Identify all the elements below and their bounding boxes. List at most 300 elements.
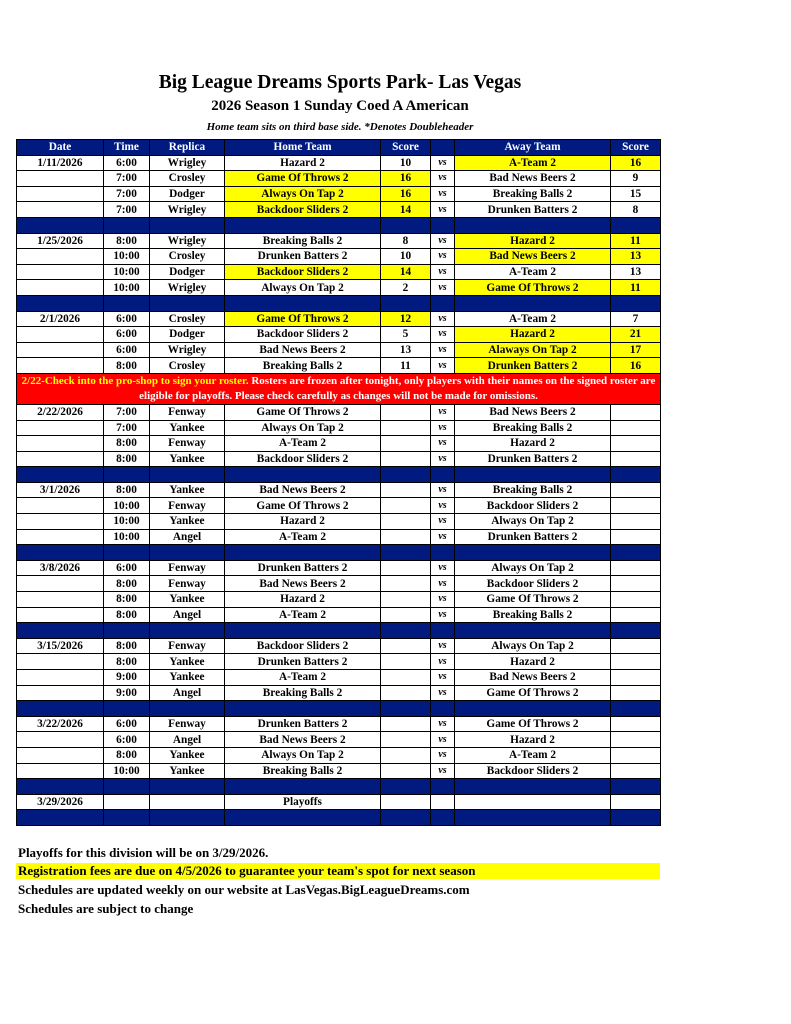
game-time: 6:00 bbox=[104, 311, 150, 327]
game-field: Wrigley bbox=[150, 202, 225, 218]
game-row bbox=[17, 327, 661, 343]
away-score bbox=[611, 716, 661, 732]
home-team: Hazard 2 bbox=[225, 155, 381, 171]
separator-cell bbox=[381, 810, 431, 826]
separator-cell bbox=[431, 623, 455, 639]
game-field: Yankee bbox=[150, 451, 225, 467]
away-team: Always On Tap 2 bbox=[455, 560, 611, 576]
separator-cell bbox=[17, 545, 104, 561]
game-time: 7:00 bbox=[104, 404, 150, 420]
game-time: 6:00 bbox=[104, 716, 150, 732]
away-score: 11 bbox=[611, 280, 661, 296]
vs-label: vs bbox=[431, 171, 455, 187]
away-team: A-Team 2 bbox=[455, 747, 611, 763]
away-team: Hazard 2 bbox=[455, 327, 611, 343]
playoffs-note: Playoffs for this division will be on 3/29/2026. bbox=[18, 845, 269, 860]
home-team: Backdoor Sliders 2 bbox=[225, 638, 381, 654]
home-team: Backdoor Sliders 2 bbox=[225, 327, 381, 343]
game-field: Fenway bbox=[150, 638, 225, 654]
game-time: 10:00 bbox=[104, 249, 150, 265]
away-score: 13 bbox=[611, 249, 661, 265]
separator-cell bbox=[611, 623, 661, 639]
game-date bbox=[17, 327, 104, 343]
game-time: 8:00 bbox=[104, 576, 150, 592]
game-row bbox=[17, 202, 661, 218]
separator-cell bbox=[150, 623, 225, 639]
separator-cell bbox=[104, 545, 150, 561]
game-date: 1/25/2026 bbox=[17, 233, 104, 249]
home-score bbox=[381, 732, 431, 748]
home-team: Always On Tap 2 bbox=[225, 747, 381, 763]
game-field: Yankee bbox=[150, 420, 225, 436]
separator-cell bbox=[381, 623, 431, 639]
col-vs bbox=[431, 140, 455, 156]
game-row bbox=[17, 233, 661, 249]
season-subtitle: 2026 Season 1 Sunday Coed A American bbox=[211, 98, 469, 114]
vs-label: vs bbox=[431, 186, 455, 202]
game-time: 8:00 bbox=[104, 607, 150, 623]
away-score: 11 bbox=[611, 233, 661, 249]
game-time: 6:00 bbox=[104, 732, 150, 748]
week-separator bbox=[17, 295, 661, 311]
vs-label: vs bbox=[431, 249, 455, 265]
away-score bbox=[611, 638, 661, 654]
vs-label: vs bbox=[431, 607, 455, 623]
col-replica: Replica bbox=[150, 140, 225, 156]
away-score bbox=[611, 560, 661, 576]
game-date bbox=[17, 685, 104, 701]
game-row bbox=[17, 732, 661, 748]
home-team: Game Of Throws 2 bbox=[225, 311, 381, 327]
separator-cell bbox=[225, 295, 381, 311]
separator-cell bbox=[381, 779, 431, 795]
week-separator bbox=[17, 701, 661, 717]
away-team: Drunken Batters 2 bbox=[455, 451, 611, 467]
home-score: 8 bbox=[381, 233, 431, 249]
home-score bbox=[381, 670, 431, 686]
away-team: Drunken Batters 2 bbox=[455, 202, 611, 218]
away-team: Alaways On Tap 2 bbox=[455, 342, 611, 358]
away-score bbox=[611, 451, 661, 467]
game-time: 7:00 bbox=[104, 171, 150, 187]
vs-label: vs bbox=[431, 670, 455, 686]
game-row bbox=[17, 186, 661, 202]
vs-label: vs bbox=[431, 685, 455, 701]
away-score: 16 bbox=[611, 358, 661, 374]
home-team: Breaking Balls 2 bbox=[225, 358, 381, 374]
game-time: 7:00 bbox=[104, 202, 150, 218]
game-field: Crosley bbox=[150, 171, 225, 187]
vs-label: vs bbox=[431, 311, 455, 327]
game-date bbox=[17, 436, 104, 452]
vs-label: vs bbox=[431, 420, 455, 436]
home-team: Drunken Batters 2 bbox=[225, 654, 381, 670]
separator-cell bbox=[431, 810, 455, 826]
game-time: 8:00 bbox=[104, 592, 150, 608]
separator-cell bbox=[225, 217, 381, 233]
game-date bbox=[17, 451, 104, 467]
week-separator bbox=[17, 810, 661, 826]
vs-label: vs bbox=[431, 592, 455, 608]
game-date bbox=[17, 420, 104, 436]
home-score bbox=[381, 638, 431, 654]
home-score: 10 bbox=[381, 249, 431, 265]
home-score: 12 bbox=[381, 311, 431, 327]
schedule-body bbox=[17, 155, 661, 825]
game-row bbox=[17, 576, 661, 592]
game-row bbox=[17, 404, 661, 420]
game-date bbox=[17, 732, 104, 748]
away-team: Backdoor Sliders 2 bbox=[455, 763, 611, 779]
away-score bbox=[611, 685, 661, 701]
vs-label: vs bbox=[431, 264, 455, 280]
away-score bbox=[611, 482, 661, 498]
separator-cell bbox=[381, 217, 431, 233]
home-team: Hazard 2 bbox=[225, 514, 381, 530]
home-score: 5 bbox=[381, 327, 431, 343]
home-score bbox=[381, 514, 431, 530]
vs-label: vs bbox=[431, 451, 455, 467]
empty-cell bbox=[431, 794, 455, 810]
game-time: 6:00 bbox=[104, 155, 150, 171]
home-team: Game Of Throws 2 bbox=[225, 404, 381, 420]
schedule-change-note: Schedules are subject to change bbox=[18, 901, 194, 916]
home-team: Bad News Beers 2 bbox=[225, 482, 381, 498]
vs-label: vs bbox=[431, 342, 455, 358]
game-row bbox=[17, 592, 661, 608]
home-team: Drunken Batters 2 bbox=[225, 716, 381, 732]
separator-cell bbox=[611, 779, 661, 795]
home-score bbox=[381, 451, 431, 467]
separator-cell bbox=[381, 701, 431, 717]
separator-cell bbox=[104, 467, 150, 483]
col-date: Date bbox=[17, 140, 104, 156]
col-away-team: Away Team bbox=[455, 140, 611, 156]
vs-label: vs bbox=[431, 514, 455, 530]
game-time: 8:00 bbox=[104, 436, 150, 452]
week-separator bbox=[17, 779, 661, 795]
vs-label: vs bbox=[431, 233, 455, 249]
home-score bbox=[381, 685, 431, 701]
home-team: Backdoor Sliders 2 bbox=[225, 202, 381, 218]
separator-cell bbox=[611, 810, 661, 826]
away-team: Game Of Throws 2 bbox=[455, 716, 611, 732]
away-score bbox=[611, 420, 661, 436]
separator-cell bbox=[431, 779, 455, 795]
game-time: 8:00 bbox=[104, 638, 150, 654]
game-date: 2/1/2026 bbox=[17, 311, 104, 327]
home-team: Bad News Beers 2 bbox=[225, 342, 381, 358]
home-team: Drunken Batters 2 bbox=[225, 249, 381, 265]
game-field: Angel bbox=[150, 732, 225, 748]
game-time: 6:00 bbox=[104, 327, 150, 343]
home-score: 16 bbox=[381, 171, 431, 187]
away-team: Hazard 2 bbox=[455, 436, 611, 452]
game-time: 8:00 bbox=[104, 654, 150, 670]
playoffs-label: Playoffs bbox=[225, 794, 381, 810]
away-team: Hazard 2 bbox=[455, 233, 611, 249]
week-separator bbox=[17, 467, 661, 483]
separator-cell bbox=[381, 295, 431, 311]
game-row bbox=[17, 249, 661, 265]
separator-cell bbox=[17, 701, 104, 717]
game-date: 3/22/2026 bbox=[17, 716, 104, 732]
game-row bbox=[17, 716, 661, 732]
game-field: Yankee bbox=[150, 670, 225, 686]
separator-cell bbox=[150, 810, 225, 826]
away-score bbox=[611, 404, 661, 420]
game-field: Wrigley bbox=[150, 233, 225, 249]
game-row bbox=[17, 482, 661, 498]
game-date bbox=[17, 249, 104, 265]
week-separator bbox=[17, 217, 661, 233]
separator-cell bbox=[17, 779, 104, 795]
vs-label: vs bbox=[431, 358, 455, 374]
game-date bbox=[17, 358, 104, 374]
game-row bbox=[17, 514, 661, 530]
separator-cell bbox=[17, 217, 104, 233]
away-team: Always On Tap 2 bbox=[455, 514, 611, 530]
game-date: 3/15/2026 bbox=[17, 638, 104, 654]
game-date bbox=[17, 342, 104, 358]
vs-label: vs bbox=[431, 732, 455, 748]
home-team: A-Team 2 bbox=[225, 607, 381, 623]
vs-label: vs bbox=[431, 763, 455, 779]
home-score bbox=[381, 498, 431, 514]
vs-label: vs bbox=[431, 202, 455, 218]
separator-cell bbox=[455, 701, 611, 717]
game-date bbox=[17, 607, 104, 623]
vs-label: vs bbox=[431, 638, 455, 654]
away-score bbox=[611, 592, 661, 608]
game-field: Crosley bbox=[150, 311, 225, 327]
home-score bbox=[381, 592, 431, 608]
game-date bbox=[17, 747, 104, 763]
separator-cell bbox=[104, 217, 150, 233]
game-time: 8:00 bbox=[104, 482, 150, 498]
home-team-note: Home team sits on third base side. *Denotes Doubleheader bbox=[206, 121, 474, 133]
separator-cell bbox=[455, 545, 611, 561]
game-field: Crosley bbox=[150, 358, 225, 374]
game-field: Yankee bbox=[150, 654, 225, 670]
game-date: 2/22/2026 bbox=[17, 404, 104, 420]
game-field: Angel bbox=[150, 685, 225, 701]
game-field: Fenway bbox=[150, 560, 225, 576]
home-score bbox=[381, 560, 431, 576]
separator-cell bbox=[455, 623, 611, 639]
home-score: 11 bbox=[381, 358, 431, 374]
game-date: 3/29/2026 bbox=[17, 794, 104, 810]
game-field: Angel bbox=[150, 607, 225, 623]
col-away-score: Score bbox=[611, 140, 661, 156]
game-row bbox=[17, 420, 661, 436]
vs-label: vs bbox=[431, 155, 455, 171]
separator-cell bbox=[431, 701, 455, 717]
separator-cell bbox=[431, 295, 455, 311]
registration-fees-note: Registration fees are due on 4/5/2026 to guarantee your team's spot for next season bbox=[16, 863, 660, 879]
away-team: Hazard 2 bbox=[455, 732, 611, 748]
field-cell bbox=[150, 794, 225, 810]
away-team: Breaking Balls 2 bbox=[455, 420, 611, 436]
game-field: Fenway bbox=[150, 576, 225, 592]
game-row bbox=[17, 638, 661, 654]
away-score: 17 bbox=[611, 342, 661, 358]
game-field: Yankee bbox=[150, 482, 225, 498]
away-score bbox=[611, 576, 661, 592]
time-cell bbox=[104, 794, 150, 810]
game-date bbox=[17, 280, 104, 296]
away-score bbox=[611, 529, 661, 545]
home-score bbox=[381, 763, 431, 779]
away-score: 15 bbox=[611, 186, 661, 202]
game-row bbox=[17, 311, 661, 327]
separator-cell bbox=[225, 701, 381, 717]
game-row bbox=[17, 155, 661, 171]
separator-cell bbox=[225, 779, 381, 795]
game-row bbox=[17, 436, 661, 452]
home-team: Drunken Batters 2 bbox=[225, 560, 381, 576]
game-date: 3/8/2026 bbox=[17, 560, 104, 576]
separator-cell bbox=[455, 779, 611, 795]
away-team: A-Team 2 bbox=[455, 264, 611, 280]
col-home-score: Score bbox=[381, 140, 431, 156]
vs-label: vs bbox=[431, 436, 455, 452]
game-row bbox=[17, 280, 661, 296]
game-field: Yankee bbox=[150, 514, 225, 530]
separator-cell bbox=[455, 810, 611, 826]
game-time: 9:00 bbox=[104, 685, 150, 701]
home-team: Backdoor Sliders 2 bbox=[225, 451, 381, 467]
away-score bbox=[611, 607, 661, 623]
vs-label: vs bbox=[431, 576, 455, 592]
away-team: Bad News Beers 2 bbox=[455, 249, 611, 265]
game-field: Wrigley bbox=[150, 280, 225, 296]
separator-cell bbox=[431, 217, 455, 233]
home-team: Breaking Balls 2 bbox=[225, 763, 381, 779]
separator-cell bbox=[104, 701, 150, 717]
game-row bbox=[17, 747, 661, 763]
separator-cell bbox=[611, 545, 661, 561]
away-team: Game Of Throws 2 bbox=[455, 592, 611, 608]
page-title: Big League Dreams Sports Park- Las Vegas bbox=[158, 72, 522, 93]
away-score bbox=[611, 747, 661, 763]
game-date: 1/11/2026 bbox=[17, 155, 104, 171]
vs-label: vs bbox=[431, 482, 455, 498]
home-score bbox=[381, 716, 431, 732]
home-team: Breaking Balls 2 bbox=[225, 685, 381, 701]
game-date bbox=[17, 592, 104, 608]
game-field: Crosley bbox=[150, 249, 225, 265]
col-time: Time bbox=[104, 140, 150, 156]
separator-cell bbox=[381, 545, 431, 561]
home-score: 2 bbox=[381, 280, 431, 296]
home-score bbox=[381, 482, 431, 498]
game-time: 7:00 bbox=[104, 420, 150, 436]
away-score bbox=[611, 514, 661, 530]
away-team: Bad News Beers 2 bbox=[455, 404, 611, 420]
game-field: Fenway bbox=[150, 404, 225, 420]
game-field: Dodger bbox=[150, 264, 225, 280]
away-team: Drunken Batters 2 bbox=[455, 529, 611, 545]
game-field: Fenway bbox=[150, 436, 225, 452]
game-row bbox=[17, 498, 661, 514]
separator-cell bbox=[104, 295, 150, 311]
separator-cell bbox=[431, 467, 455, 483]
separator-cell bbox=[104, 779, 150, 795]
game-date bbox=[17, 498, 104, 514]
week-separator bbox=[17, 545, 661, 561]
away-team: Backdoor Sliders 2 bbox=[455, 498, 611, 514]
away-score bbox=[611, 436, 661, 452]
home-score bbox=[381, 654, 431, 670]
week-separator bbox=[17, 623, 661, 639]
home-score: 10 bbox=[381, 155, 431, 171]
separator-cell bbox=[150, 779, 225, 795]
home-team: Always On Tap 2 bbox=[225, 186, 381, 202]
home-score bbox=[381, 436, 431, 452]
roster-notice-row bbox=[17, 373, 661, 404]
game-row bbox=[17, 763, 661, 779]
away-score bbox=[611, 498, 661, 514]
separator-cell bbox=[150, 701, 225, 717]
separator-cell bbox=[225, 545, 381, 561]
game-time: 8:00 bbox=[104, 451, 150, 467]
game-time: 6:00 bbox=[104, 560, 150, 576]
away-score: 9 bbox=[611, 171, 661, 187]
home-team: Game Of Throws 2 bbox=[225, 498, 381, 514]
game-field: Fenway bbox=[150, 716, 225, 732]
separator-cell bbox=[455, 295, 611, 311]
away-team: Bad News Beers 2 bbox=[455, 670, 611, 686]
away-team: Breaking Balls 2 bbox=[455, 607, 611, 623]
game-date bbox=[17, 202, 104, 218]
away-team: Game Of Throws 2 bbox=[455, 685, 611, 701]
game-field: Fenway bbox=[150, 498, 225, 514]
separator-cell bbox=[17, 810, 104, 826]
away-team: A-Team 2 bbox=[455, 155, 611, 171]
home-team: Always On Tap 2 bbox=[225, 280, 381, 296]
away-team: Game Of Throws 2 bbox=[455, 280, 611, 296]
separator-cell bbox=[150, 545, 225, 561]
separator-cell bbox=[225, 810, 381, 826]
game-row bbox=[17, 171, 661, 187]
separator-cell bbox=[150, 467, 225, 483]
home-team: Always On Tap 2 bbox=[225, 420, 381, 436]
separator-cell bbox=[104, 810, 150, 826]
game-field: Yankee bbox=[150, 592, 225, 608]
game-time: 8:00 bbox=[104, 358, 150, 374]
away-score bbox=[611, 732, 661, 748]
game-field: Angel bbox=[150, 529, 225, 545]
home-score bbox=[381, 576, 431, 592]
game-row bbox=[17, 670, 661, 686]
game-row bbox=[17, 529, 661, 545]
vs-label: vs bbox=[431, 327, 455, 343]
home-score: 14 bbox=[381, 264, 431, 280]
home-team: Hazard 2 bbox=[225, 592, 381, 608]
vs-label: vs bbox=[431, 716, 455, 732]
away-score: 16 bbox=[611, 155, 661, 171]
game-date bbox=[17, 186, 104, 202]
home-team: Breaking Balls 2 bbox=[225, 233, 381, 249]
website-note: Schedules are updated weekly on our website at LasVegas.BigLeagueDreams.com bbox=[18, 882, 470, 897]
game-time: 10:00 bbox=[104, 498, 150, 514]
game-time: 10:00 bbox=[104, 264, 150, 280]
roster-notice-text: Rosters are frozen after tonight, only players with their names on the signed roster are eligible for playoffs. Please check carefully as changes will not be made for omissions. bbox=[139, 374, 656, 402]
separator-cell bbox=[17, 467, 104, 483]
vs-label: vs bbox=[431, 404, 455, 420]
home-score bbox=[381, 529, 431, 545]
